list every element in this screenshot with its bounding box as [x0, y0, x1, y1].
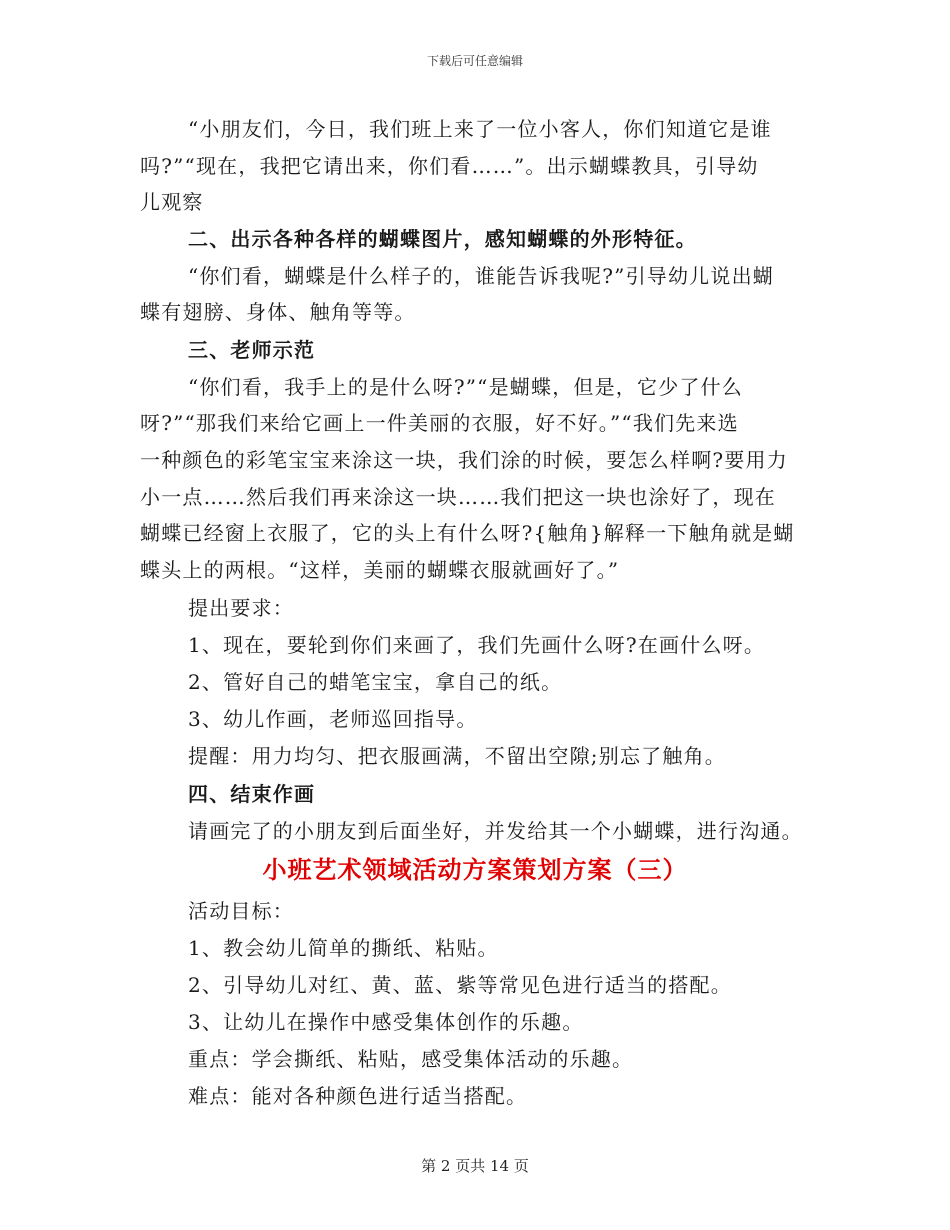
reminder-text: 提醒：用力均匀、把衣服画满，不留出空隙;别忘了触角。 [188, 744, 726, 768]
section-title: 小班艺术领域活动方案策划方案（三） [262, 855, 688, 884]
list-item: 1、教会幼儿简单的撕纸、粘贴。 [188, 936, 499, 960]
paragraph-line: “你们看，我手上的是什么呀?”“是蝴蝶，但是，它少了什么 [188, 375, 743, 399]
paragraph-line: “小朋友们，今日，我们班上来了一位小客人，你们知道它是谁 [188, 117, 772, 141]
paragraph-line: “你们看，蝴蝶是什么样子的，谁能告诉我呢?”引导幼儿说出蝴 [188, 264, 774, 288]
list-item: 2、引导幼儿对红、黄、蓝、紫等常见色进行适当的搭配。 [188, 973, 732, 997]
difficulty-text: 难点：能对各种颜色进行适当搭配。 [188, 1084, 528, 1108]
paragraph-line: 请画完了的小朋友到后面坐好，并发给其一个小蝴蝶，进行沟通。 [188, 819, 803, 843]
paragraph-line: 一种颜色的彩笔宝宝来涂这一块，我们涂的时候，要怎么样啊?要用力 [140, 448, 788, 472]
page-header: 下载后可任意编辑 [426, 54, 523, 68]
paragraph-line: 小一点……然后我们再来涂这一块……我们把这一块也涂好了，现在 [140, 485, 776, 509]
goal-title: 活动目标： [188, 899, 294, 923]
paragraph-line: 呀?”“那我们来给它画上一件美丽的衣服，好不好。”“我们先来选 [140, 411, 739, 435]
key-point-text: 重点：学会撕纸、粘贴，感受集体活动的乐趣。 [188, 1047, 634, 1071]
paragraph-line: 儿观察 [140, 190, 204, 214]
page-footer: 第 2 页共 14 页 [421, 1157, 529, 1175]
section-heading: 三、老师示范 [188, 338, 316, 362]
paragraph-line: 蝶有翅膀、身体、触角等等。 [140, 300, 416, 324]
paragraph-line: 吗?”“现在，我把它请出来，你们看……”。出示蝴蝶教具，引导幼 [140, 154, 759, 178]
section-heading: 二、出示各种各样的蝴蝶图片，感知蝴蝶的外形特征。 [188, 227, 697, 251]
requirements-title: 提出要求： [188, 596, 294, 620]
section-heading: 四、结束作画 [188, 782, 316, 806]
paragraph-line: 蝴蝶已经窗上衣服了，它的头上有什么呀?{触角}解释一下触角就是蝴 [140, 521, 795, 545]
paragraph-line: 蝶头上的两根。“这样，美丽的蝴蝶衣服就画好了。” [140, 558, 620, 582]
list-item: 2、管好自己的蜡笔宝宝，拿自己的纸。 [188, 670, 563, 694]
list-item: 1、现在，要轮到你们来画了，我们先画什么呀?在画什么呀。 [188, 633, 766, 657]
list-item: 3、幼儿作画，老师巡回指导。 [188, 707, 478, 731]
list-item: 3、让幼儿在操作中感受集体创作的乐趣。 [188, 1010, 584, 1034]
